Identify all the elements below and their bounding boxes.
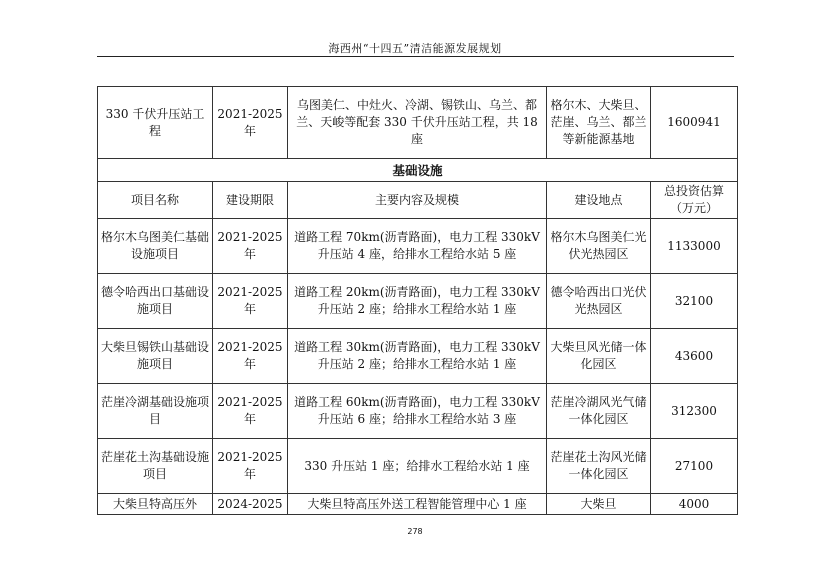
column-header-name: 项目名称 [98,182,213,219]
table-header-row [98,182,738,219]
investment-cell: 312300 [651,384,738,439]
investment-cell: 1133000 [651,219,738,274]
table-row [98,439,738,494]
investment-cell: 32100 [651,274,738,329]
location-cell: 大柴旦风光储一体化园区 [547,329,651,384]
project-table [97,86,738,515]
location-cell: 格尔木乌图美仁光伏光热园区 [547,219,651,274]
project-name-cell: 茫崖花土沟基础设施项目 [98,439,213,494]
project-name-cell: 大柴旦特高压外 [98,494,213,515]
content-cell: 道路工程 60km(沥青路面)，电力工程 330kV 升压站 6 座；给排水工程给水站 3 座 [288,384,547,439]
location-cell: 茫崖冷湖风光气储一体化园区 [547,384,651,439]
location-cell: 大柴旦 [547,494,651,515]
period-cell: 2021-2025年 [213,219,288,274]
period-cell: 2021-2025年 [213,329,288,384]
project-name-cell: 茫崖冷湖基础设施项目 [98,384,213,439]
location-cell: 德令哈西出口光伏光热园区 [547,274,651,329]
header-divider [97,56,734,57]
period-cell: 2021-2025年 [213,274,288,329]
investment-cell: 27100 [651,439,738,494]
period-cell: 2021-2025年 [213,439,288,494]
column-header-content: 主要内容及规模 [288,182,547,219]
content-cell: 大柴旦特高压外送工程智能管理中心 1 座 [288,494,547,515]
table-row [98,329,738,384]
section-title: 基础设施 [98,159,738,182]
period-cell: 2021-2025年 [213,384,288,439]
table-row [98,384,738,439]
period-cell: 2021-2025年 [213,87,288,159]
column-header-location: 建设地点 [547,182,651,219]
project-name-cell: 大柴旦锡铁山基础设施项目 [98,329,213,384]
location-cell: 茫崖花土沟风光储一体化园区 [547,439,651,494]
content-cell: 330 升压站 1 座；给排水工程给水站 1 座 [288,439,547,494]
column-header-period: 建设期限 [213,182,288,219]
table-row [98,219,738,274]
period-cell: 2024-2025 [213,494,288,515]
section-row [98,159,738,182]
page-header-title: 海西州“十四五”清洁能源发展规划 [328,42,502,55]
location-cell: 格尔木、大柴旦、茫崖、乌兰、都兰等新能源基地 [547,87,651,159]
investment-cell: 1600941 [651,87,738,159]
content-cell: 道路工程 70km(沥青路面)，电力工程 330kV 升压站 4 座，给排水工程给水站 5 座 [288,219,547,274]
table-row [98,494,738,515]
column-header-investment: 总投资估算（万元） [651,182,738,219]
project-name-cell: 格尔木乌图美仁基础设施项目 [98,219,213,274]
investment-cell: 43600 [651,329,738,384]
page-number: 278 [407,527,423,536]
table-row [98,274,738,329]
content-cell: 道路工程 20km(沥青路面)，电力工程 330kV 升压站 2 座；给排水工程给水站 1 座 [288,274,547,329]
content-cell: 乌图美仁、中灶火、冷湖、锡铁山、乌兰、都兰、天峻等配套 330 千伏升压站工程，共 18 座 [288,87,547,159]
investment-cell: 4000 [651,494,738,515]
content-cell: 道路工程 30km(沥青路面)，电力工程 330kV 升压站 2 座；给排水工程给水站 1 座 [288,329,547,384]
project-name-cell: 330 千伏升压站工程 [98,87,213,159]
project-name-cell: 德令哈西出口基础设施项目 [98,274,213,329]
table-row [98,87,738,159]
